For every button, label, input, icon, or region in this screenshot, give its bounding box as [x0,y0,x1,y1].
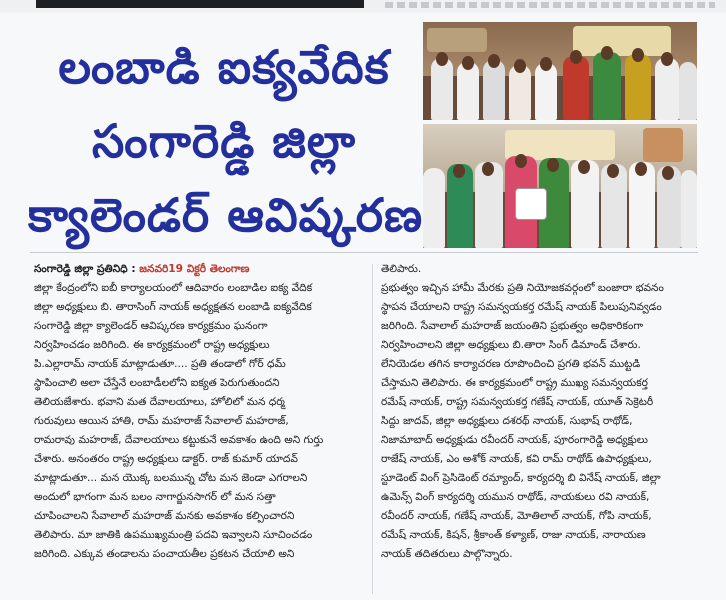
dateline-date: జనవరి19 విక్టరీ తెలంగాణ [139,263,250,275]
col1-line: చూపించాలని సేవాలాల్ మహరాజ్ మనకు అవకాశం కల్పించారని [34,510,295,522]
col2-line: రాజేష్ నాయక్, ఎం అశోక్ నాయక్, కవి రామ్ రాథోడ్ ఉపాధ్యక్షులు, [381,453,652,465]
dark-bar [36,0,364,8]
col2-line: జరిగింది. సేవాలాల్ మహరాజ్ జయంతిని ప్రభుత్వం అధికారికంగా [381,320,644,332]
column-divider [372,264,373,594]
col1-line: నిర్వహించడం జరిగింది. ఈ కార్యక్రమంలో రాష్ట్ర అధ్యక్షులు [34,339,270,351]
col1-line: రామరావు మహరాజ్, దేవాలయాలు కట్టుకునే అవకాశం ఉంది అని గుర్తు [34,434,324,446]
col1-line: సంగారెడ్డి జిల్లా క్యాలెండర్ ఆవిష్కరణ కార్యక్రమం ఘనంగా [34,320,268,332]
news-article [0,14,726,600]
headline-line-2: సంగారెడ్డి జిల్లా [91,114,357,168]
col1-line: మాట్లాడుతూ... మన యొక్క బలమున్న చోట మన జెండా ఎగరాలని [34,472,308,484]
headline-line-1: లంబాడి ఐక్యవేదిక [58,40,390,94]
col2-line: నిజామాబాద్ అధ్యక్షుడు రవీందర్ నాయక్, పూరంగారెడ్డి అధ్యక్షులు [381,434,648,446]
col1-line: చేశారు. అనంతరం రాష్ట్ర అధ్యక్షులు డాక్టర్. రాజ్ కుమార్ యాదవ్ [34,453,298,465]
top-strip [0,0,726,12]
col1-line: అందులో భాగంగా మన బలం నాగార్జునసాగర్ లో మన సత్తా [34,491,276,503]
col2-line: స్టూడెంట్ వింగ్ ప్రెసిడెంట్ రమ్యాంద్, కార్యదర్శి బి వినేష్ నాయక్, జిల్లా [381,472,661,484]
col1-line: తెలిపారు. మా జాతికి ఉపముఖ్యమంత్రి పదవి ఇవ్వాలని సూచించడం [34,529,313,541]
col2-line: రమేష్ నాయక్, రాష్ట్ర సమన్వయకర్త గణేష్ నాయక్, యూత్ సెక్రెటరీ [381,396,654,408]
col1-line: స్థాపించాలి అలా చేస్తేనే లంబాడీలలోని ఐక్యత పెరుగుతుందని [34,377,280,389]
photo-top [423,22,697,120]
dateline [34,260,366,279]
col2-line: నాయక్ తదితరులు పాల్గొన్నారు. [381,548,513,560]
col1-line: జిల్లా కేంద్రంలోని ఐబీ కార్యాలయంలో ఆదివారం లంబాడిల ఐక్య వేదిక [34,282,313,294]
col2-line: ఉమెన్స్ వింగ్ కార్యదర్శి యమున రాథోడ్, నాయకులు రవి నాయక్, [381,491,650,503]
dateline-place: సంగారెడ్డి జిల్లా ప్రతినిధి : [34,263,136,275]
col2-line: లేనియెడల తగిన కార్యాచరణ రూపొందించి ప్రగతి భవన్ ముట్టడి [381,358,641,370]
dotted-rule [385,2,715,8]
col1-line: జిల్లా అధ్యక్షులు బి. తారాసింగ్ నాయక్ అధ్యక్షతన లంబాడి ఐక్యవేదిక [34,301,312,313]
article-column-2 [381,260,703,564]
photo-bottom [423,124,697,248]
headline-line-3: క్యాలెండర్ ఆవిష్కరణ [28,188,424,242]
col2-line: నిర్వహించాలని జిల్లా అధ్యక్షులు బి.తారా సింగ్ డిమాండ్ చేశారు. [381,339,641,351]
col2-line: స్థాపన చేయాలని రాష్ట్ర సమన్వయకర్త రమేష్ నాయక్ పిలుపునివ్వడం [381,301,662,313]
col1-line: జరిగింది. ఎక్కువ తండాలను పంచాయతీల ప్రకటన చేయాలి అని [34,548,295,560]
headline [28,30,424,252]
col2-line: సిద్దు జాదవ్, జిల్లా అధ్యక్షులు దశరథ్ నాయక్, సుభాష్ రాథోడ్, [381,415,633,427]
col2-line: చేస్తామని తెలిపారు. ఈ కార్యక్రమంలో రాష్ట్ర ముఖ్య సమన్వయకర్త [381,377,648,389]
article-column-1 [34,260,366,564]
col2-line: రమేష్ నాయక్, కిషన్, శ్రీకాంత్ కళ్యాణ్, రాజు నాయక్, నారాయణ [381,529,646,541]
col1-line: తెలియజేశారు. భవాని మత దేవాలయాలు, హోలిలో మన ధర్మ [34,396,285,408]
col1-line: గురువులు ఆయిన హాతి, రామ్ మహరాజ్ సేవాలాల్ మహరాజ్, [34,415,289,427]
col2-line: రవీందర్ నాయక్, గణేష్ నాయక్, మోతిలాల్ నాయక్, గోపి నాయక్, [381,510,652,522]
col2-line: ప్రభుత్వం ఇచ్చిన హామీ మేరకు ప్రతి నియోజకవర్గంలో బంజారా భవనం [381,282,664,294]
article-divider [30,252,698,253]
col1-line: పి.ఎల్లారామ్ నాయక్ మాట్లాడుతూ.... ప్రతి తండాలో గోర్ ధమ్ [34,358,286,370]
col2-line: తెలిపారు. [381,263,422,275]
